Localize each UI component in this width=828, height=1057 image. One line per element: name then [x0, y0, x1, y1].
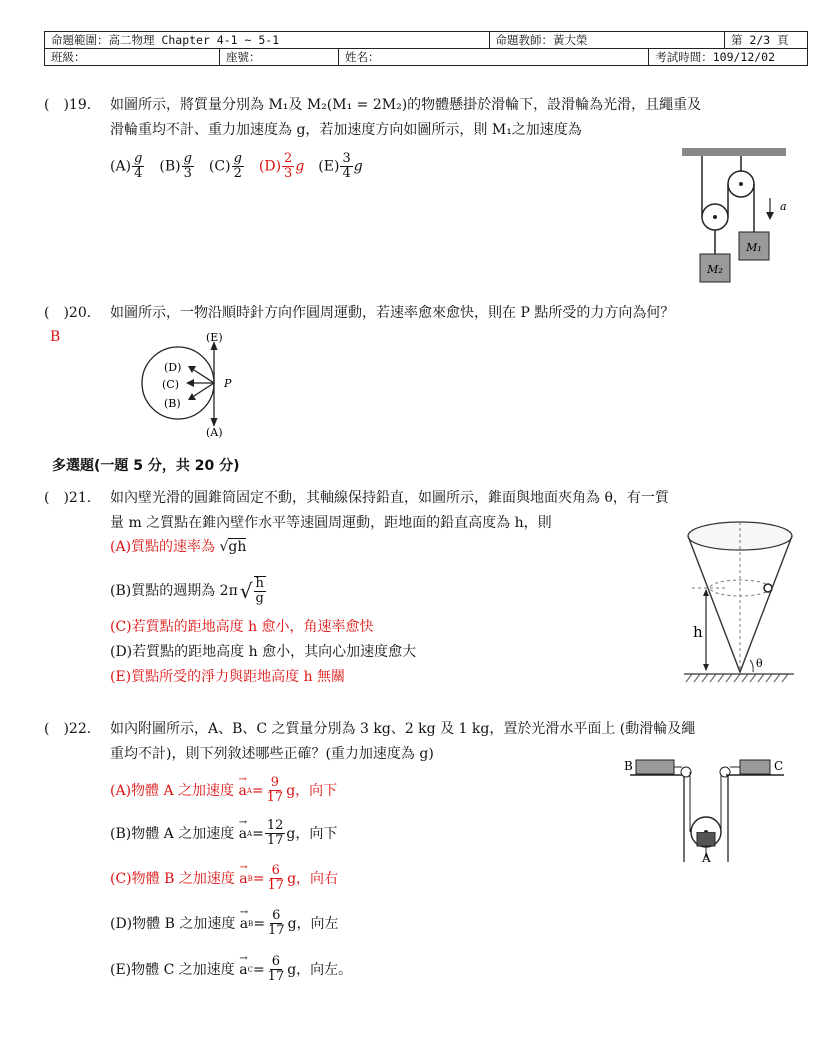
q22-line1: 如內附圖所示，A、B、C 之質量分別為 3 kg、2 kg 及 1 kg，置於光滑水平面上 (動滑輪及繩	[110, 721, 696, 737]
q19-number: ( )19.	[44, 97, 92, 113]
q21-option-c: (C)若質點的距地高度 h 愈小，角速率愈快	[110, 619, 374, 635]
block-a	[697, 832, 715, 846]
q21-number: ( )21.	[44, 490, 92, 506]
block-b-label: B	[624, 759, 633, 773]
seat-cell: 座號：	[220, 49, 339, 66]
theta-label: θ	[756, 657, 763, 670]
date-cell: 考試時間：109/12/02	[649, 49, 808, 66]
block-a-group	[694, 832, 718, 872]
q22-option-e: (E)物體 C 之加速度 → a C = $\frac{6}{17}$ g，向左。	[110, 955, 352, 984]
block-a-label: A	[702, 851, 711, 865]
label-a: (A)	[206, 426, 223, 439]
q19-option-c: (C) $\frac{g}{2}$	[208, 151, 242, 181]
q19-line2: 滑輪重均不計、重力加速度為 g，若加速度方向如圖所示，則 M₁之加速度為	[110, 122, 582, 138]
q19-option-d: (D) $\frac{2}{3}$ g	[258, 151, 305, 181]
q19-option-a: (A) $\frac{g}{4}$	[110, 151, 143, 181]
q19-options	[110, 152, 363, 181]
block-c-label: C	[774, 759, 784, 773]
q21-option-a: (A)質點的速率為 √gh	[110, 539, 247, 555]
accel-label: a	[780, 200, 787, 213]
q19-option-e: (E) $\frac{3}{4}$ g	[318, 151, 363, 181]
exam-header	[44, 31, 808, 66]
q22-option-d: (D)物體 B 之加速度 → a B = $\frac{6}{17}$ g，向左	[110, 909, 339, 938]
ceiling	[682, 148, 786, 156]
q22-number: ( )22.	[44, 721, 92, 737]
h-label: h	[693, 623, 703, 641]
q21-option-b: (B)質點的週期為 2π √ $\frac{h}{g}$	[110, 576, 264, 606]
q20-number: ( )20.	[44, 305, 92, 321]
q21-line2: 量 m 之質點在錐內壁作水平等速圓周運動，距地面的鉛直高度為 h，則	[110, 515, 552, 531]
m1-label: M₁	[746, 241, 762, 254]
q20-line1: 如圖所示，一物沿順時針方向作圓周運動，若速率愈來愈快，則在 P 點所受的力方向為何？	[110, 305, 675, 321]
q21-line1: 如內壁光滑的圓錐筒固定不動，其軸線保持鉛直，如圖所示，錐面與地面夾角為 θ，有一質	[110, 490, 669, 506]
q22-option-c: (C)物體 B 之加速度 → a B = $\frac{6}{17}$ g，向右	[110, 864, 338, 893]
q19-option-b: (B) $\frac{g}{3}$	[159, 151, 192, 181]
label-p: P	[224, 377, 232, 390]
block-b	[636, 760, 674, 774]
particle	[764, 584, 772, 592]
class-cell: 班級：	[45, 49, 220, 66]
pulley-figure	[676, 142, 796, 292]
name-cell: 姓名：	[339, 49, 649, 66]
label-c: (C)	[162, 378, 179, 391]
cone-figure	[682, 512, 802, 692]
q22-option-b: (B)物體 A 之加速度 → a A = $\frac{12}{17}$ g，向下	[110, 819, 337, 848]
cone-wall	[688, 536, 792, 672]
q21-option-e: (E)質點所受的淨力與距地高度 h 無關	[110, 669, 346, 685]
block-c	[740, 760, 770, 774]
label-b: (B)	[164, 397, 181, 410]
section-title: 多選題(一題 5 分，共 20 分)	[52, 458, 240, 474]
q20-answer: B	[50, 329, 61, 345]
q19-line1: 如圖所示，將質量分別為 M₁及 M₂(M₁ = 2M₂)的物體懸掛於滑輪下，設滑輪為光滑，且繩重及	[110, 97, 702, 113]
q22-line2: 重均不計)，則下列敘述哪些正確？(重力加速度為 g)	[110, 746, 434, 762]
label-e: (E)	[206, 331, 223, 344]
q21-option-d: (D)若質點的距地高度 h 愈小，其向心加速度愈大	[110, 644, 417, 660]
circle-figure	[136, 328, 256, 440]
teacher-cell: 命題教師：黃大榮	[489, 32, 724, 49]
scope-cell: 命題範圍：高二物理 Chapter 4-1 ~ 5-1	[45, 32, 490, 49]
label-d: (D)	[164, 361, 182, 374]
m2-label: M₂	[707, 263, 723, 276]
page-cell: 第 2/3 頁	[725, 32, 808, 49]
q22-option-a: (A)物體 A 之加速度 → a A = $\frac{9}{17}$ g，向下	[110, 776, 337, 805]
